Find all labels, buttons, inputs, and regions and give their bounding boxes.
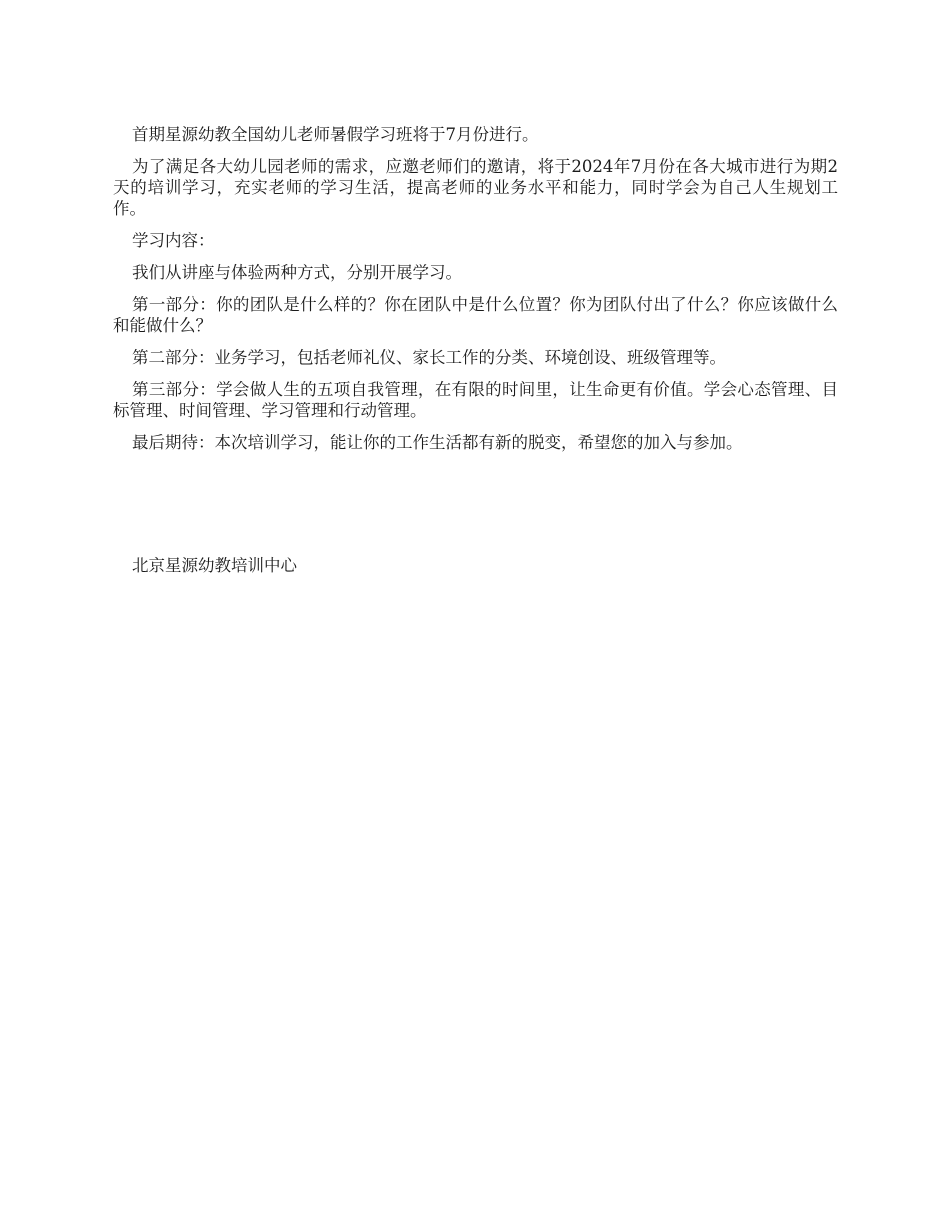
paragraph-part-three: 第三部分：学会做人生的五项自我管理，在有限的时间里，让生命更有价值。学会心态管理、目标管理、时间管理、学习管理和行动管理。 — [113, 380, 838, 420]
paragraph-purpose: 为了满足各大幼儿园老师的需求，应邀老师们的邀请，将于2024年7月份在各大城市进行为期2天的培训学习，充实老师的学习生活，提高老师的业务水平和能力，同时学会为自己人生规划工作。 — [113, 157, 838, 218]
signature: 北京星源幼教培训中心 — [132, 556, 297, 575]
paragraph-methods: 我们从讲座与体验两种方式，分别开展学习。 — [132, 263, 462, 282]
paragraph-part-two: 第二部分：业务学习，包括老师礼仪、家长工作的分类、环境创设、班级管理等。 — [132, 348, 726, 367]
paragraph-content-heading: 学习内容： — [132, 231, 215, 250]
paragraph-part-one: 第一部分：你的团队是什么样的？你在团队中是什么位置？你为团队付出了什么？你应该做什么和能做什么？ — [113, 295, 838, 335]
paragraph-intro: 首期星源幼教全国幼儿老师暑假学习班将于7月份进行。 — [132, 125, 539, 144]
paragraph-expectation: 最后期待：本次培训学习，能让你的工作生活都有新的脱变，希望您的加入与参加。 — [132, 433, 743, 452]
